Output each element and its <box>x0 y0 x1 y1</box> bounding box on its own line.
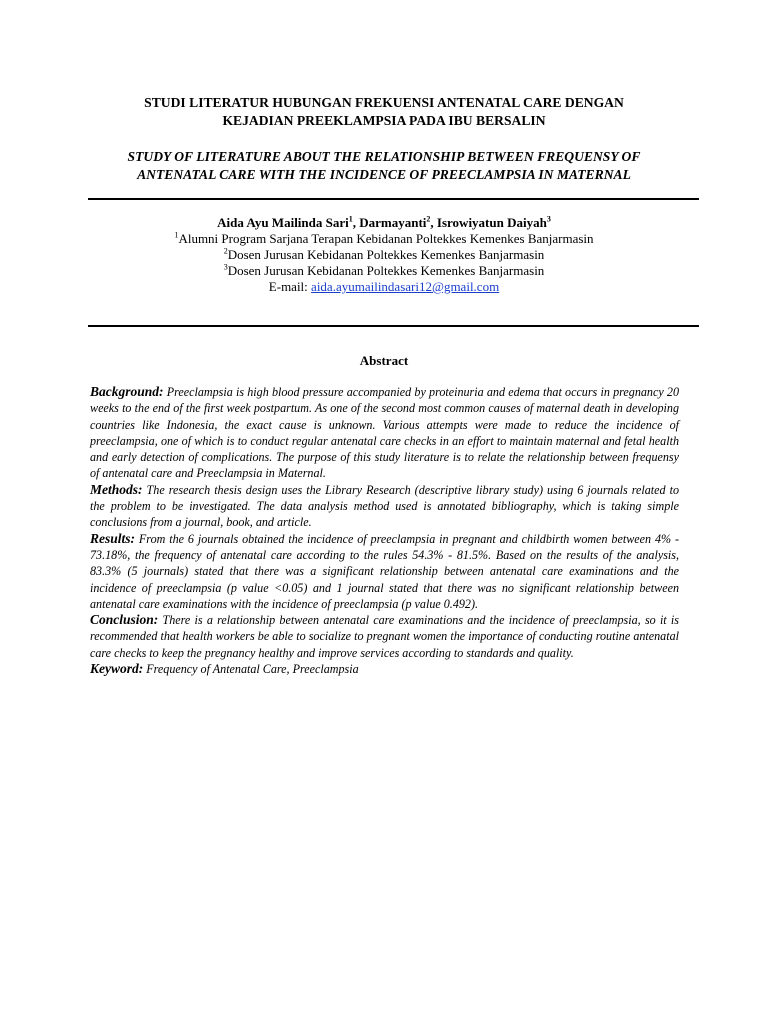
email-label: E-mail: <box>268 279 312 294</box>
results-text: From the 6 journals obtained the incidence of preeclampsia in pregnant and childbirth women between 4% - 73.18%, the frequency of antenatal care according to the rules 54.3% - 81.5%. Based on the results of the analysis, 83.3% (5 journals) stated that there was a significant relationship between antenatal care examinations and the incidence of preeclampsia (p value <0.05) and 1 journal stated that there was no significant relationship between antenatal care examinations with the incidence of preeclampsia (p value 0.492). <box>90 531 679 611</box>
bottom-divider <box>88 325 699 327</box>
author-2: Darmayanti <box>359 215 427 230</box>
affiliation-3 <box>80 263 688 279</box>
title-english-line-2: ANTENATAL CARE WITH THE INCIDENCE OF PREECLAMPSIA IN MATERNAL <box>137 167 631 182</box>
methods-text: The research thesis design uses the Library Research (descriptive library study) using 6 journals related to the problem to be investigated. The data analysis method used is annotated bibliography, which is taking simple conclusions from a journal, book, and article. <box>90 482 679 530</box>
author-3-sup: 3 <box>546 214 551 224</box>
title-indonesian-line-2: KEJADIAN PREEKLAMPSIA PADA IBU BERSALIN <box>222 113 546 128</box>
affiliation-2-sup: 2 <box>223 246 228 256</box>
methods-label: Methods: <box>90 481 143 497</box>
title-indonesian-line-1: STUDI LITERATUR HUBUNGAN FREKUENSI ANTENATAL CARE DENGAN <box>144 95 624 110</box>
top-divider <box>88 198 699 200</box>
affiliation-2 <box>80 247 688 263</box>
background-text: Preeclampsia is high blood pressure accompanied by proteinuria and edema that occurs in pregnancy 20 weeks to the end of the first week postpartum. As one of the second most common causes of maternal death in developing countries like Indonesia, the exact cause is unknown. Various attempts were made to reduce the incidence of preeclampsia, one of which is to conduct regular antenatal care checks in an effort to maintain maternal and fetal health and early detection of complications. The purpose of this study literature is to relate the relationship between frequensy of antenatal care and Preeclampsia in Maternal. <box>90 385 679 481</box>
title-english <box>80 148 688 184</box>
abstract-conclusion <box>90 612 679 661</box>
conclusion-text: There is a relationship between antenatal care examinations and the incidence of preeclampsia, so it is recommended that health workers be able to socialize to pregnant women the importance of conducting routine antenatal care checks to keep the pregnancy healthy and improve services according to standards and quality. <box>90 613 679 660</box>
abstract-body <box>90 384 679 677</box>
title-english-line-1: STUDY OF LITERATURE ABOUT THE RELATIONSHIP BETWEEN FREQUENSY OF <box>127 149 641 164</box>
author-sep-2: , <box>430 215 437 230</box>
email-line <box>80 279 688 295</box>
author-1: Aida Ayu Mailinda Sari <box>217 215 349 230</box>
email-link[interactable]: aida.ayumailindasari12@gmail.com <box>311 279 500 294</box>
affiliation-1 <box>80 231 688 247</box>
affiliation-3-text: Dosen Jurusan Kebidanan Poltekkes Kemenkes Banjarmasin <box>227 263 545 278</box>
results-label: Results: <box>90 530 136 546</box>
abstract-results <box>90 531 679 612</box>
keyword-label: Keyword: <box>90 661 144 677</box>
author-3: Isrowiyatun Daiyah <box>436 215 547 230</box>
title-indonesian <box>80 94 688 130</box>
abstract-background <box>90 384 679 482</box>
abstract-keyword <box>90 661 679 677</box>
author-block <box>80 215 688 295</box>
conclusion-label: Conclusion: <box>90 612 159 628</box>
abstract-heading: Abstract <box>359 353 409 368</box>
keyword-text: Frequency of Antenatal Care, Preeclampsia <box>143 662 359 677</box>
background-label: Background: <box>90 384 164 399</box>
affiliation-2-text: Dosen Jurusan Kebidanan Poltekkes Kemenkes Banjarmasin <box>227 247 545 262</box>
affiliation-1-text: Alumni Program Sarjana Terapan Kebidanan Poltekkes Kemenkes Banjarmasin <box>178 231 594 246</box>
author-sep-1: , <box>352 215 360 230</box>
author-2-sup: 2 <box>426 214 431 224</box>
affiliation-3-sup: 3 <box>223 262 228 272</box>
author-names <box>80 215 688 231</box>
abstract-methods <box>90 482 679 531</box>
author-1-sup: 1 <box>348 214 353 224</box>
affiliation-1-sup: 1 <box>174 230 179 240</box>
